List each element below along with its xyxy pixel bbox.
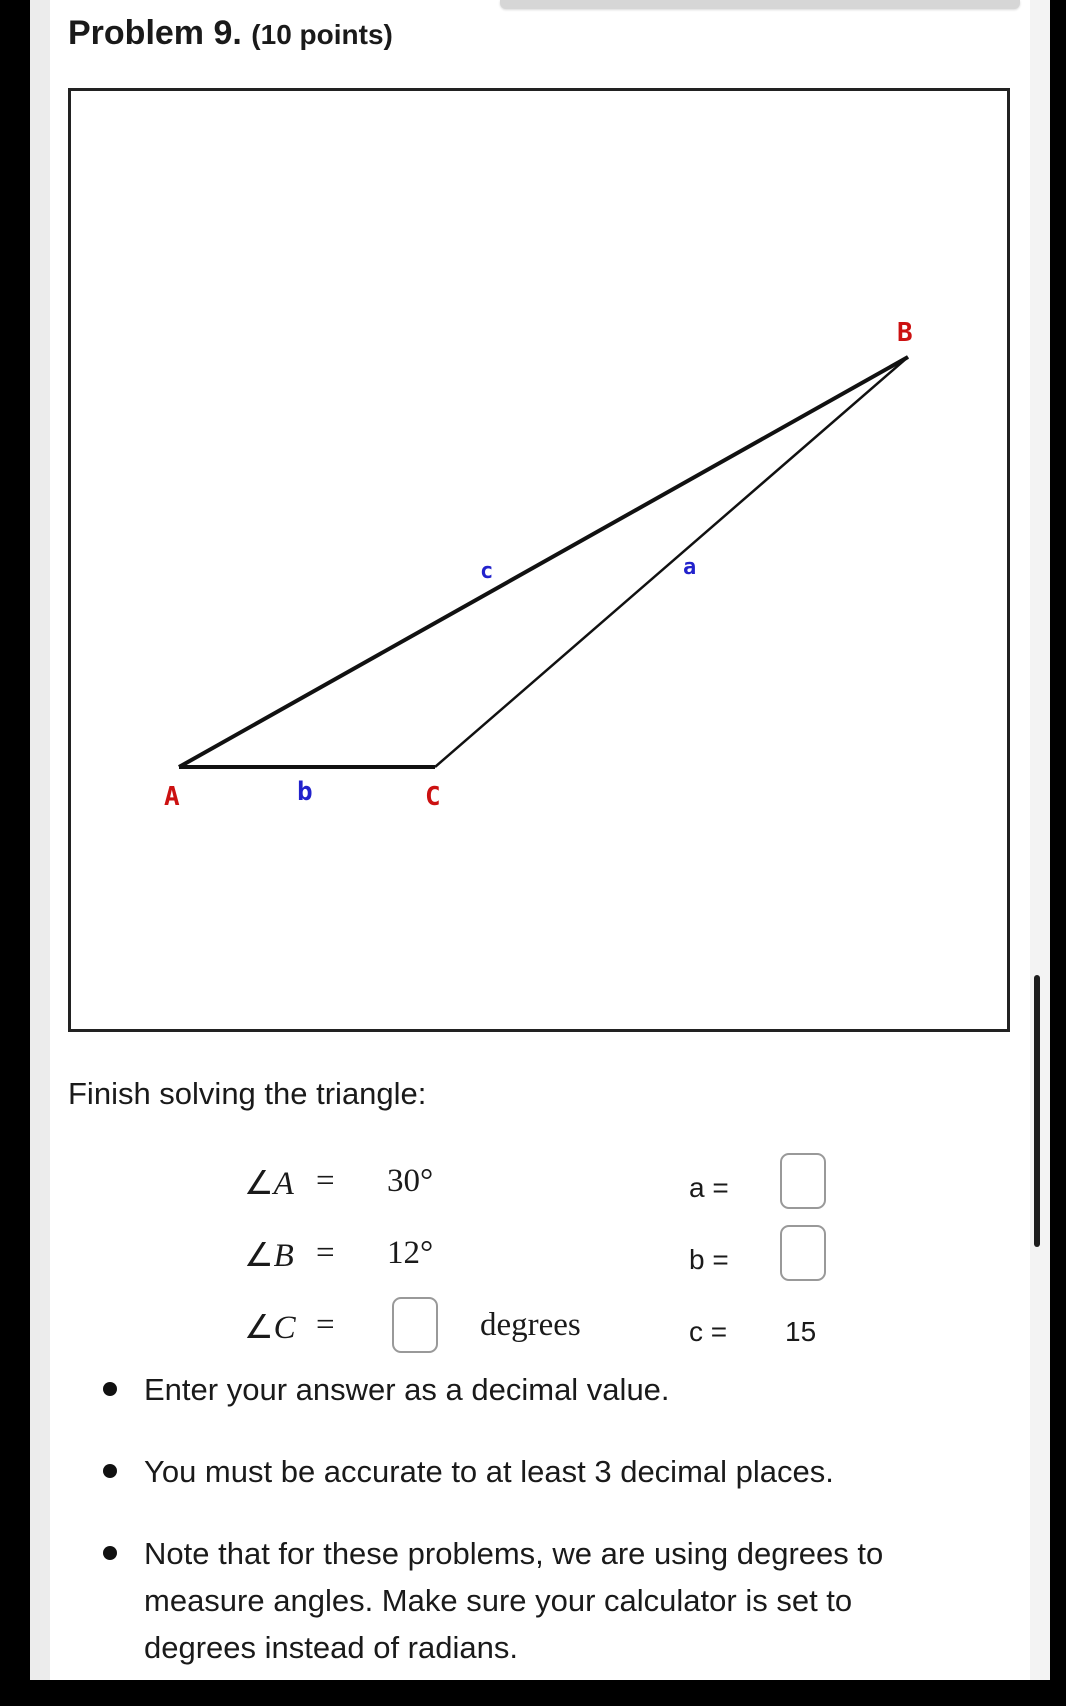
equals-sign: = xyxy=(316,1163,335,1199)
angle-c-input[interactable] xyxy=(392,1297,438,1353)
angle-symbol: ∠ xyxy=(244,1310,274,1346)
side-b-input[interactable] xyxy=(780,1225,826,1281)
bullet-icon xyxy=(103,1382,117,1396)
previous-card-edge xyxy=(500,0,1020,9)
side-c-value: 15 xyxy=(785,1316,817,1347)
instruction-text: Finish solving the triangle: xyxy=(68,1076,427,1111)
note-item xyxy=(96,1530,956,1671)
note-item xyxy=(96,1366,956,1413)
notes-list xyxy=(96,1366,956,1706)
vertex-label-b: B xyxy=(897,318,913,348)
triangle-diagram xyxy=(71,91,1007,1029)
side-c-label: c = xyxy=(689,1316,728,1347)
angle-a-value: 30° xyxy=(387,1163,434,1199)
side-c-line xyxy=(179,357,908,767)
problem-points: (10 points) xyxy=(251,19,393,50)
angle-var: C xyxy=(273,1310,296,1346)
equals-sign: = xyxy=(316,1307,335,1343)
angle-b-value: 12° xyxy=(387,1235,434,1271)
angle-symbol: ∠ xyxy=(244,1238,274,1274)
angle-c-label xyxy=(244,1307,296,1347)
angle-var: A xyxy=(273,1166,294,1202)
angle-c-row xyxy=(0,1307,1066,1357)
side-label-a: a xyxy=(683,555,697,580)
note-text: Enter your answer as a decimal value. xyxy=(144,1372,670,1407)
angle-var: B xyxy=(273,1238,294,1274)
problem-title xyxy=(68,14,393,53)
triangle-figure xyxy=(68,88,1010,1032)
note-text: You must be accurate to at least 3 decimal places. xyxy=(144,1454,834,1489)
side-label-c: c xyxy=(480,559,494,584)
page-margin xyxy=(30,0,50,1680)
side-label-b: b xyxy=(297,777,313,807)
side-a-label: a = xyxy=(689,1172,729,1203)
bullet-icon xyxy=(103,1464,117,1478)
equals-sign: = xyxy=(316,1235,335,1271)
left-edge xyxy=(0,0,30,1680)
side-b-label: b = xyxy=(689,1244,729,1275)
note-text: Note that for these problems, we are using degrees to measure angles. Make sure your calculator is set to degrees instead of radians. xyxy=(144,1536,884,1665)
problem-number: Problem 9. xyxy=(68,14,242,52)
angle-symbol: ∠ xyxy=(244,1166,274,1202)
angle-b-row xyxy=(0,1235,1066,1285)
angle-a-label xyxy=(244,1163,294,1203)
bullet-icon xyxy=(103,1546,117,1560)
side-a-input[interactable] xyxy=(780,1153,826,1209)
right-edge xyxy=(1050,0,1066,1680)
angle-c-unit: degrees xyxy=(480,1307,581,1343)
vertex-label-a: A xyxy=(164,782,180,812)
angle-b-label xyxy=(244,1235,294,1275)
angle-a-row xyxy=(0,1163,1066,1213)
right-gutter xyxy=(1030,0,1050,1680)
side-a-line xyxy=(435,357,908,767)
vertex-label-c: C xyxy=(425,782,441,812)
note-item xyxy=(96,1448,956,1495)
